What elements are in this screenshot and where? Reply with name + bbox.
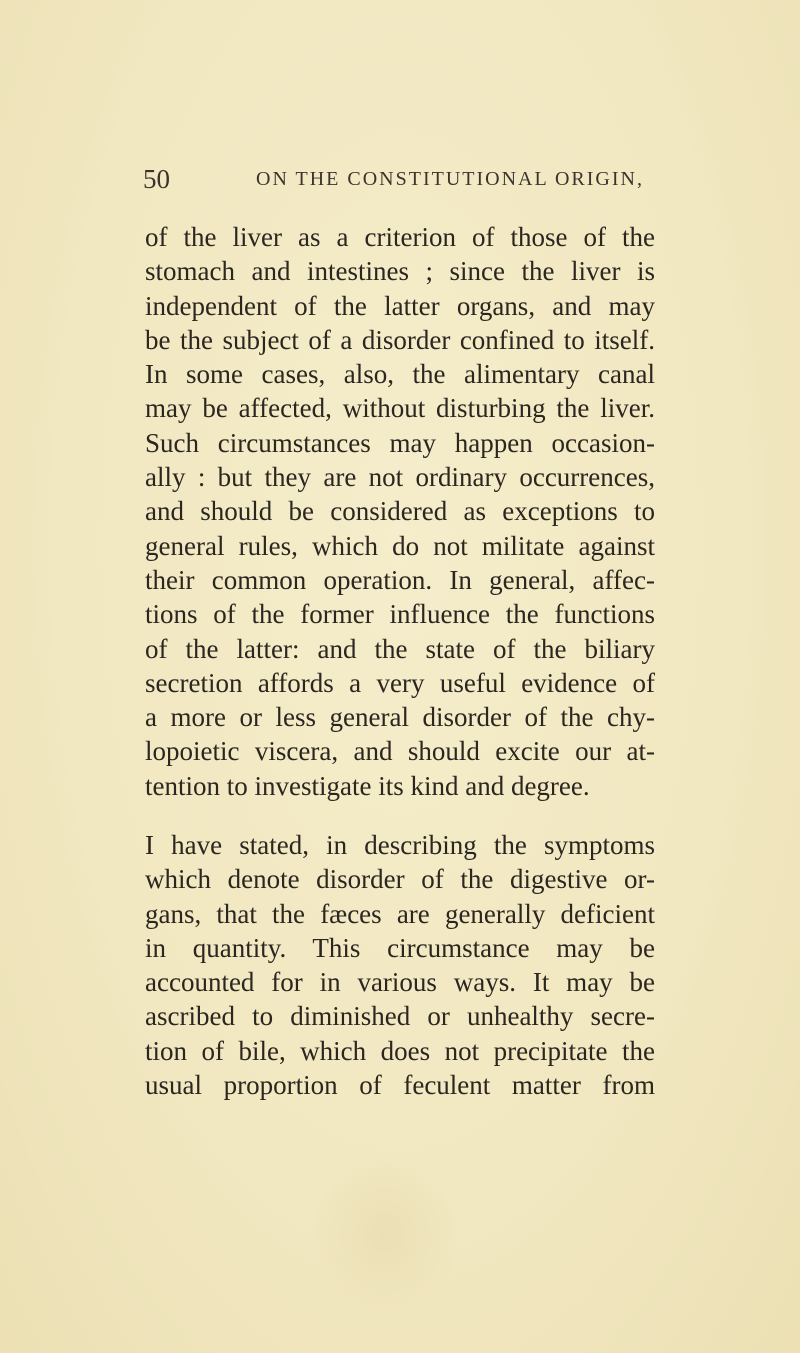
text-line: tions of the former influence the functions: [145, 599, 655, 630]
text-line: secretion affords a very useful evidence of: [145, 667, 655, 698]
page-number: 50: [143, 164, 170, 194]
text-line: a more or less general disorder of the chy-: [145, 702, 655, 733]
text-line: Such circumstances may happen occasion-: [145, 427, 655, 458]
text-line: ally : but they are not ordinary occurrences,: [145, 462, 655, 493]
text-line: lopoietic viscera, and should excite our at-: [145, 736, 655, 767]
text-line: be the subject of a disorder confined to itself.: [145, 324, 655, 355]
text-line: in quantity. This circumstance may be: [145, 932, 655, 963]
text-line: stomach and intestines ; since the liver is: [145, 256, 655, 287]
text-line: independent of the latter organs, and may: [145, 290, 655, 321]
text-line: may be affected, without disturbing the liver.: [145, 393, 655, 424]
text-line: general rules, which do not militate against: [145, 530, 655, 561]
text-line: tion of bile, which does not precipitate the: [145, 1035, 655, 1066]
text-line: their common operation. In general, affec-: [145, 564, 655, 595]
text-line: tention to investigate its kind and degree.: [145, 770, 590, 801]
running-head: ON THE CONSTITUTIONAL ORIGIN,: [256, 168, 644, 190]
page-header: [0, 164, 800, 194]
text-line: accounted for in various ways. It may be: [145, 967, 655, 998]
text-line: and should be considered as exceptions to: [145, 496, 655, 527]
text-line: In some cases, also, the alimentary canal: [145, 359, 655, 390]
paragraph-1: [145, 220, 655, 803]
paragraph-2: [145, 828, 655, 1102]
text-line: I have stated, in describing the symptoms: [145, 830, 655, 860]
text-line: which denote disorder of the digestive or-: [145, 864, 655, 895]
text-line: usual proportion of feculent matter from: [145, 1070, 655, 1101]
text-line: of the latter: and the state of the biliary: [145, 633, 655, 664]
paper-stain: [310, 1150, 460, 1320]
text-line: ascribed to diminished or unhealthy secre-: [145, 1001, 655, 1032]
text-line: gans, that the fæces are generally deficient: [145, 898, 655, 929]
text-line: of the liver as a criterion of those of the: [145, 222, 655, 252]
